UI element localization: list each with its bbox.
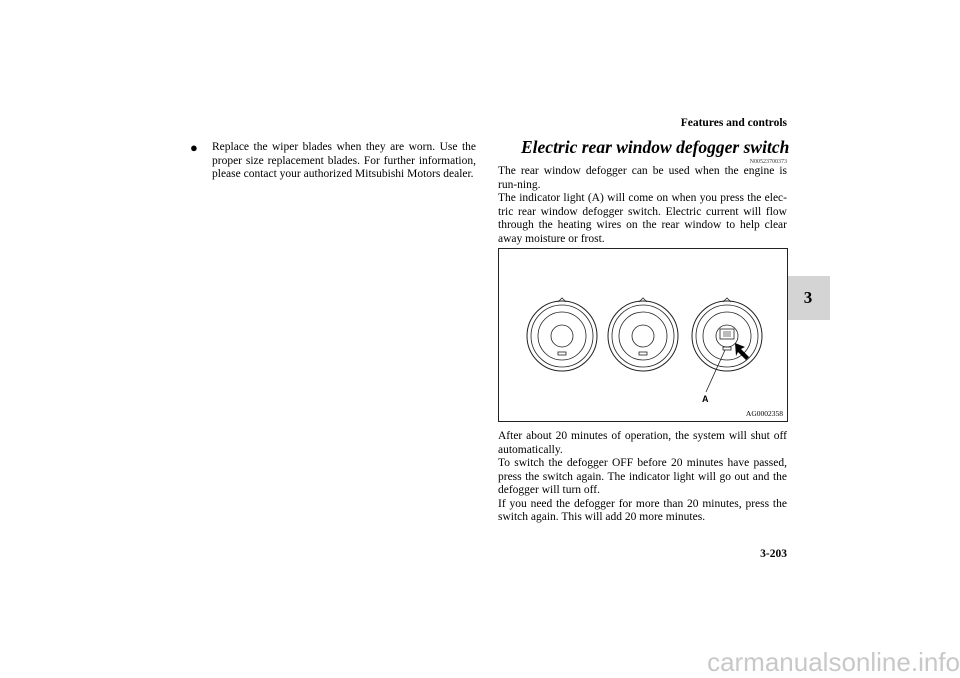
rear-defogger-icon: [692, 298, 762, 392]
page-number: 3-203: [760, 548, 787, 560]
figure-code: AG0002358: [745, 409, 783, 418]
control-dial-icon: [608, 298, 678, 371]
body-paragraph: To switch the defogger OFF before 20 minutes have passed, press the switch again. The indicator light will go out and the defogger will turn off.: [498, 457, 787, 496]
section-body: [498, 165, 787, 246]
control-dial-icon: [527, 298, 597, 371]
running-header: Features and controls: [680, 117, 787, 129]
section-title: Electric rear window defogger switch: [521, 137, 790, 157]
indicator-label: A: [702, 394, 709, 404]
watermark: carmanualsonline.info: [707, 647, 960, 677]
bullet-text: Replace the wiper blades when they are worn. Use the proper size replacement blades. For further information, please contact your authorized Mitsubishi Motors dealer.: [212, 141, 476, 180]
body-paragraph: The rear window defogger can be used when the engine is run-ning.: [498, 165, 787, 191]
section-body-continued: [498, 430, 787, 525]
list-item: [190, 141, 476, 182]
bullet-icon: ●: [190, 140, 198, 155]
control-panel-illustration: [499, 249, 787, 421]
defogger-switch-figure: [498, 248, 788, 422]
left-column: [190, 141, 476, 182]
body-paragraph: If you need the defogger for more than 20 minutes, press the switch again. This will add 20 more minutes.: [498, 497, 787, 523]
section-code: N00523700373: [749, 159, 787, 165]
body-paragraph: The indicator light (A) will come on when you press the elec-tric rear window defogger switch. Electric current will flow through the heating wires on the rear window to help clear away moisture or frost.: [498, 192, 787, 245]
chapter-tab: 3: [786, 276, 830, 320]
body-paragraph: After about 20 minutes of operation, the system will shut off automatically.: [498, 430, 787, 456]
